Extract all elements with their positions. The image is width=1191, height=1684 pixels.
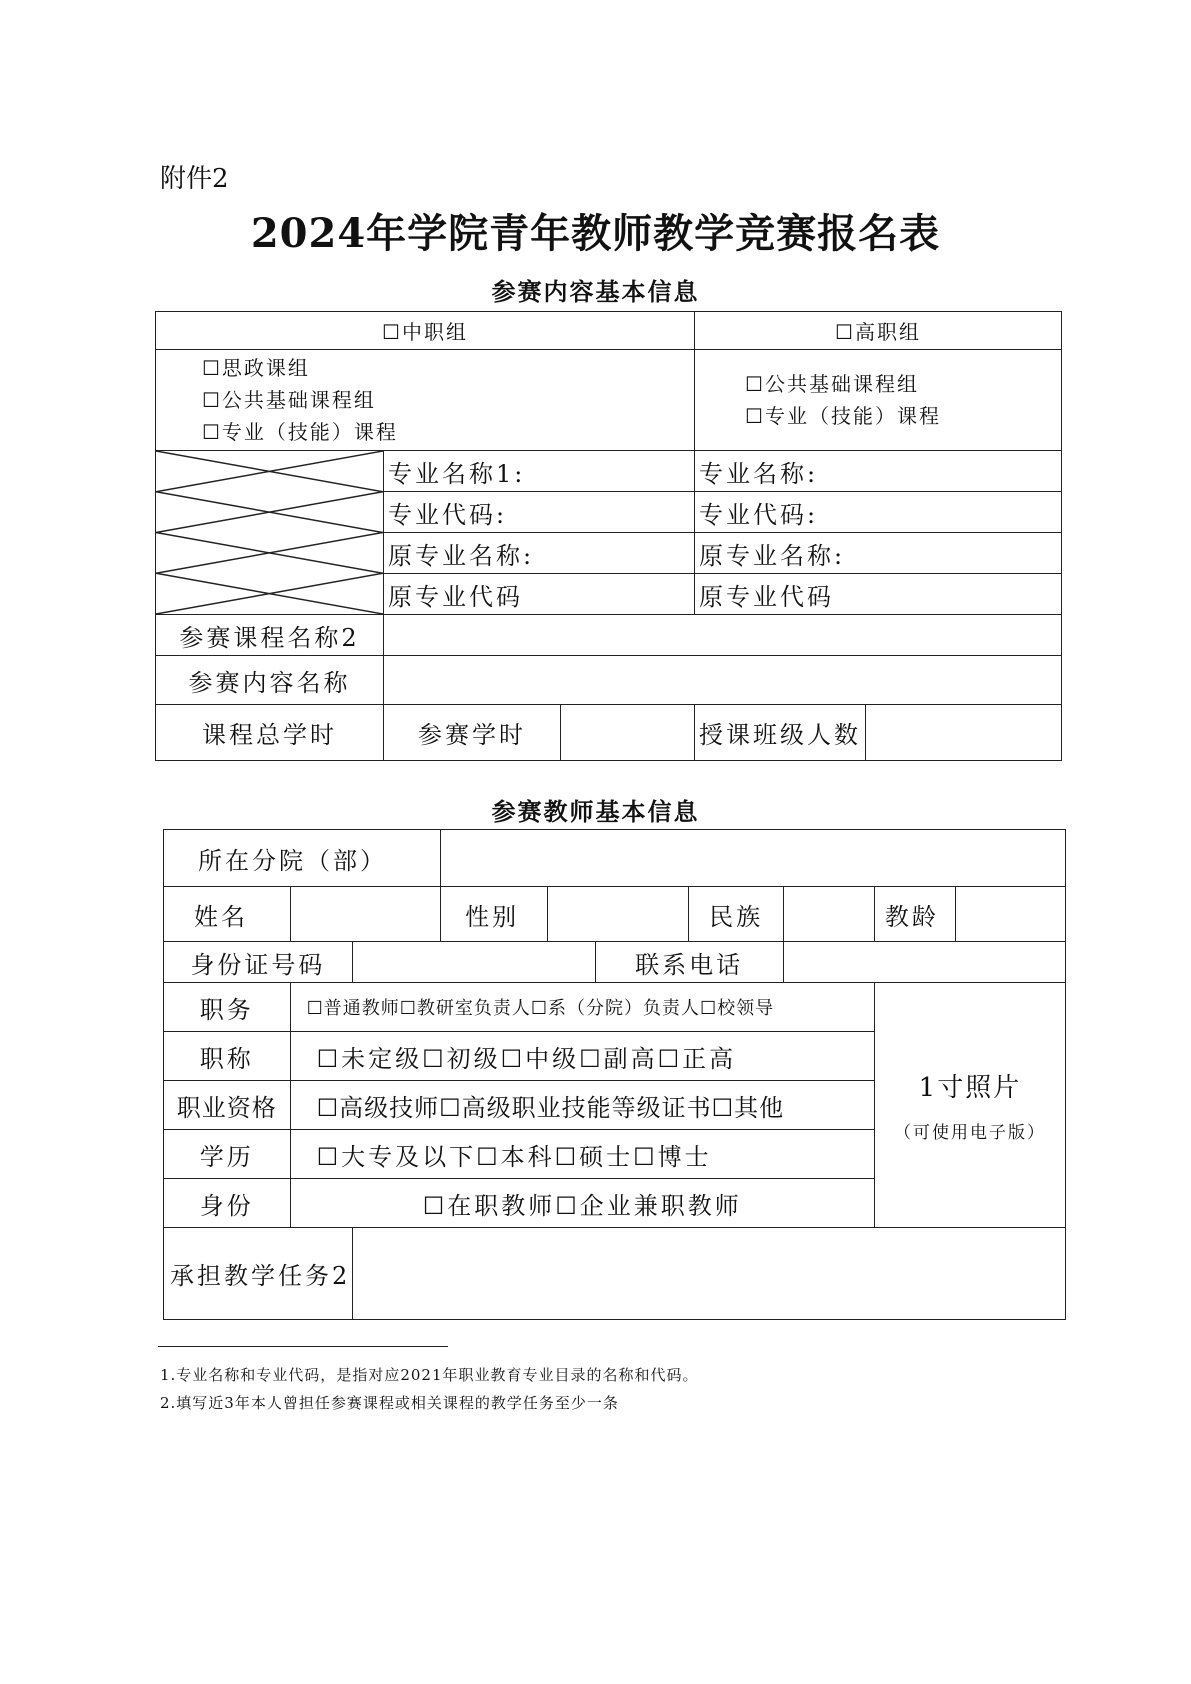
group-mid-vocational-checkbox[interactable]: ☐中职组: [156, 312, 695, 350]
group-higher-vocational-checkbox[interactable]: ☐高职组: [695, 312, 1062, 350]
former-major-name-right-field[interactable]: 原专业名称:: [695, 533, 1062, 574]
mid-option-public-basic-checkbox[interactable]: ☐公共基础课程组: [202, 388, 376, 412]
photo-note: （可使用电子版）: [893, 1123, 1046, 1143]
gender-label: 性别: [441, 887, 548, 942]
teaching-years-field[interactable]: [955, 887, 1065, 942]
high-option-public-basic-checkbox[interactable]: ☐公共基础课程组: [745, 372, 919, 396]
identity-options[interactable]: ☐在职教师☐企业兼职教师: [290, 1179, 874, 1228]
footnote-1: 1.专业名称和专业代码，是指对应2021年职业教育专业目录的名称和代码。: [160, 1366, 699, 1384]
phone-label: 联系电话: [595, 942, 783, 983]
position-label: 职务: [164, 983, 291, 1032]
former-major-code-left-field[interactable]: 原专业代码: [384, 574, 695, 615]
class-size-field[interactable]: [866, 705, 1062, 761]
mid-option-ideology-checkbox[interactable]: ☐思政课组: [202, 356, 310, 380]
gender-field[interactable]: [548, 887, 689, 942]
content-name-field[interactable]: [384, 656, 1062, 705]
section-heading-teacher-info: 参赛教师基本信息: [491, 797, 700, 826]
id-number-field[interactable]: [352, 942, 595, 983]
former-major-name-left-field[interactable]: 原专业名称:: [384, 533, 695, 574]
major-name-right-field[interactable]: 专业名称:: [695, 451, 1062, 492]
education-options[interactable]: ☐大专及以下☐本科☐硕士☐博士: [290, 1130, 874, 1179]
high-option-professional-checkbox[interactable]: ☐专业（技能）课程: [745, 404, 941, 428]
attachment-label: 附件2: [160, 164, 229, 194]
name-field[interactable]: [290, 887, 440, 942]
mid-option-professional-checkbox[interactable]: ☐专业（技能）课程: [202, 420, 398, 444]
total-hours-label: 课程总学时: [156, 705, 384, 761]
crossed-out-cell: [156, 451, 384, 615]
identity-label: 身份: [164, 1179, 291, 1228]
ethnicity-field[interactable]: [783, 887, 874, 942]
high-options: [695, 350, 1062, 451]
title-label: 职称: [164, 1032, 291, 1081]
phone-field[interactable]: [783, 942, 1065, 983]
department-label: 所在分院（部）: [164, 830, 441, 887]
teacher-info-table: [163, 829, 1066, 1320]
contest-hours-field[interactable]: [561, 705, 695, 761]
qualification-options[interactable]: ☐高级技师☐高级职业技能等级证书☐其他: [290, 1081, 874, 1130]
photo-label: 1寸照片: [918, 1073, 1022, 1103]
teaching-years-label: 教龄: [874, 887, 955, 942]
footnote-2: 2.填写近3年本人曾担任参赛课程或相关课程的教学任务至少一条: [160, 1394, 619, 1412]
section-heading-contest-content: 参赛内容基本信息: [491, 277, 700, 306]
id-number-label: 身份证号码: [164, 942, 353, 983]
contest-content-table: [155, 311, 1062, 761]
major-name-left-field[interactable]: 专业名称1:: [384, 451, 695, 492]
major-code-right-field[interactable]: 专业代码:: [695, 492, 1062, 533]
major-code-left-field[interactable]: 专业代码:: [384, 492, 695, 533]
department-field[interactable]: [441, 830, 1066, 887]
teaching-tasks-label: 承担教学任务2: [164, 1228, 353, 1320]
class-size-label: 授课班级人数: [695, 705, 866, 761]
name-label: 姓名: [164, 887, 291, 942]
contest-hours-label: 参赛学时: [384, 705, 561, 761]
ethnicity-label: 民族: [689, 887, 783, 942]
footnote-divider: [158, 1346, 448, 1347]
course-name-label: 参赛课程名称2: [156, 615, 384, 656]
title-options[interactable]: ☐未定级☐初级☐中级☐副高☐正高: [290, 1032, 874, 1081]
content-name-label: 参赛内容名称: [156, 656, 384, 705]
photo-placeholder[interactable]: [874, 983, 1065, 1228]
teaching-tasks-field[interactable]: [352, 1228, 1065, 1320]
education-label: 学历: [164, 1130, 291, 1179]
course-name-field[interactable]: [384, 615, 1062, 656]
position-options[interactable]: ☐普通教师☐教研室负责人☐系（分院）负责人☐校领导: [290, 983, 874, 1032]
qualification-label: 职业资格: [164, 1081, 291, 1130]
mid-options: [156, 350, 695, 451]
former-major-code-right-field[interactable]: 原专业代码: [695, 574, 1062, 615]
cross-lines: [156, 451, 383, 614]
form-title: 2024年学院青年教师教学竞赛报名表: [250, 210, 941, 257]
